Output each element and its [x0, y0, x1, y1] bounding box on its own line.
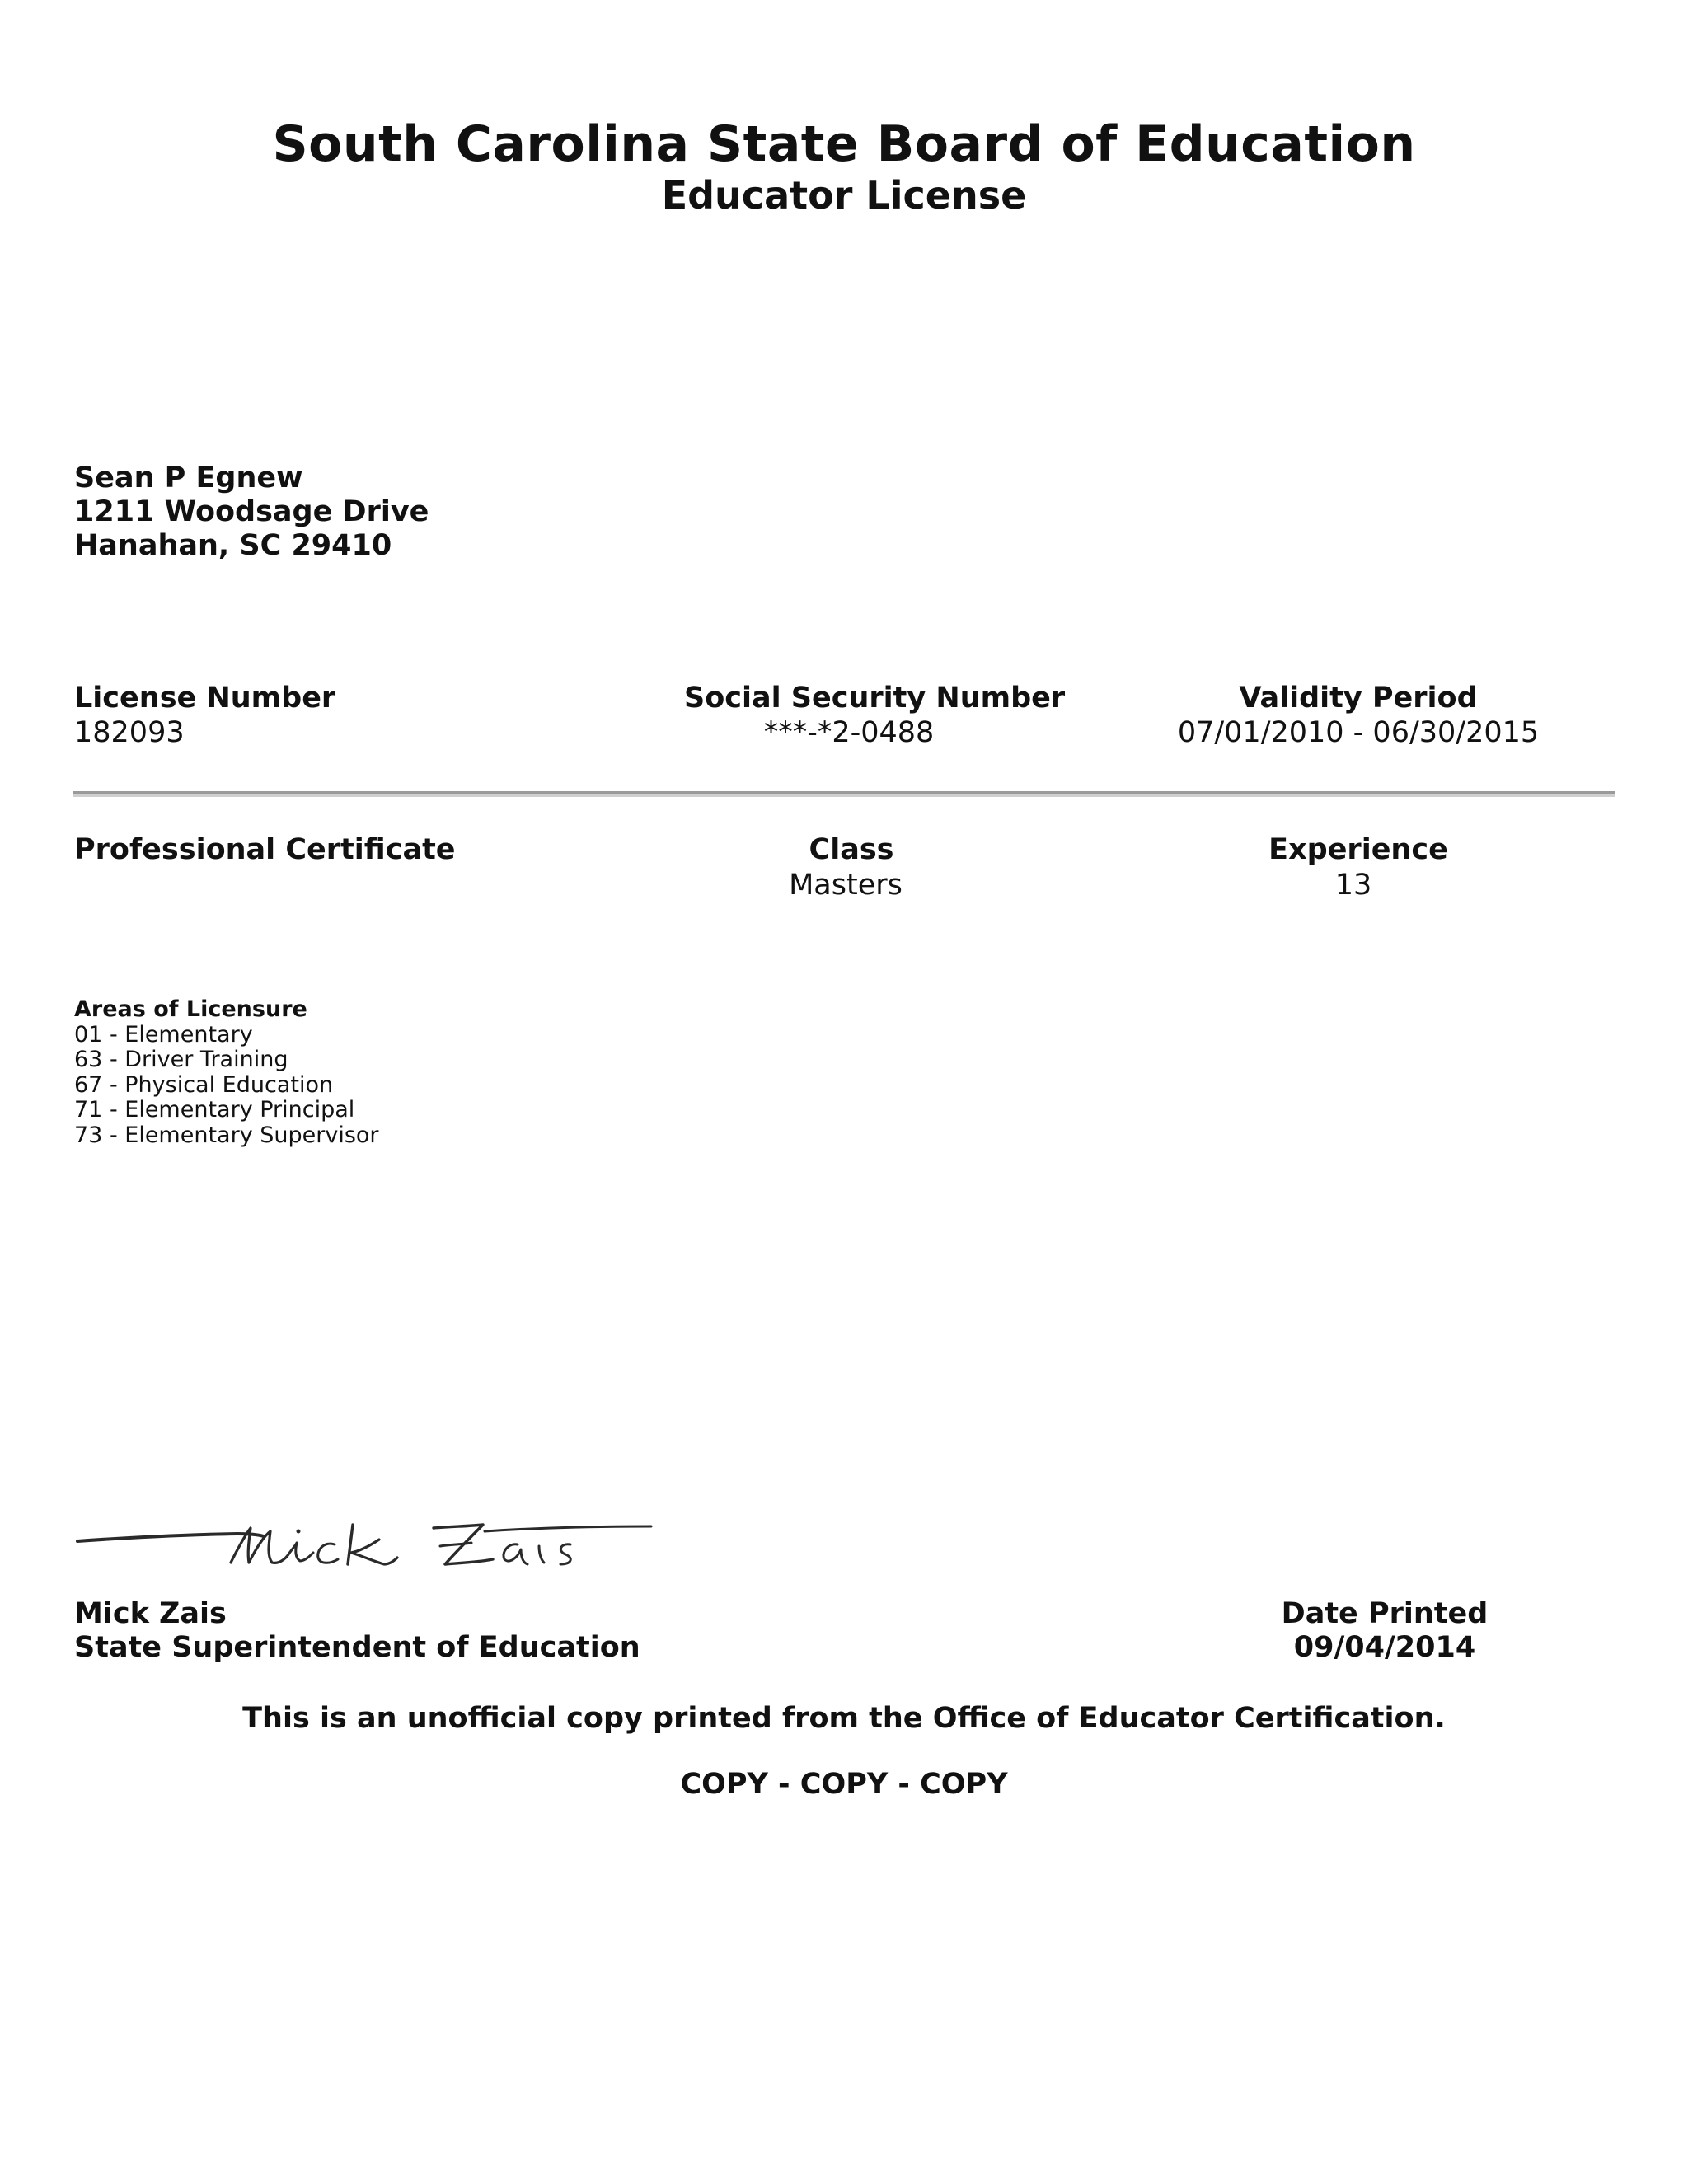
areas-of-licensure [74, 997, 379, 1148]
unofficial-copy-notice: This is an unofficial copy printed from the Office of Educator Certification. [242, 1702, 1446, 1735]
area-item: 73 - Elementary Supervisor [74, 1122, 379, 1148]
recipient-city-state-zip: Hanahan, SC 29410 [74, 529, 392, 562]
validity-period-value: 07/01/2010 - 06/30/2015 [1177, 716, 1540, 749]
date-printed-label: Date Printed [1281, 1597, 1489, 1630]
signature-image [73, 1516, 666, 1599]
class-value: Masters [789, 869, 903, 902]
certificate-type: Professional Certificate [74, 833, 456, 866]
area-item: 67 - Physical Education [74, 1071, 334, 1098]
area-item: 71 - Elementary Principal [74, 1097, 355, 1122]
signatory-block [74, 1597, 640, 1665]
areas-heading: Areas of Licensure [74, 996, 307, 1022]
section-divider [73, 791, 1615, 797]
date-printed-value: 09/04/2014 [1293, 1631, 1476, 1664]
experience-value: 13 [1334, 869, 1372, 902]
ssn-value: ***-*2-0488 [763, 716, 935, 749]
recipient-street: 1211 Woodsage Drive [74, 495, 429, 528]
recipient-address [74, 462, 429, 563]
date-printed-block [1261, 1597, 1508, 1665]
recipient-name: Sean P Egnew [74, 462, 303, 494]
document-title: South Carolina State Board of Education [272, 115, 1416, 173]
license-number-value: 182093 [74, 716, 185, 749]
class-label: Class [809, 833, 894, 866]
document-subtitle: Educator License [661, 173, 1027, 218]
validity-period-label: Validity Period [1239, 682, 1478, 715]
copy-watermark-text: COPY - COPY - COPY [680, 1768, 1008, 1801]
area-item: 01 - Elementary [74, 1021, 253, 1047]
license-number-label: License Number [74, 682, 336, 715]
area-item: 63 - Driver Training [74, 1047, 288, 1072]
signatory-name: Mick Zais [74, 1597, 227, 1630]
ssn-label: Social Security Number [684, 682, 1066, 715]
signatory-title: State Superintendent of Education [74, 1631, 640, 1664]
experience-label: Experience [1268, 833, 1448, 866]
